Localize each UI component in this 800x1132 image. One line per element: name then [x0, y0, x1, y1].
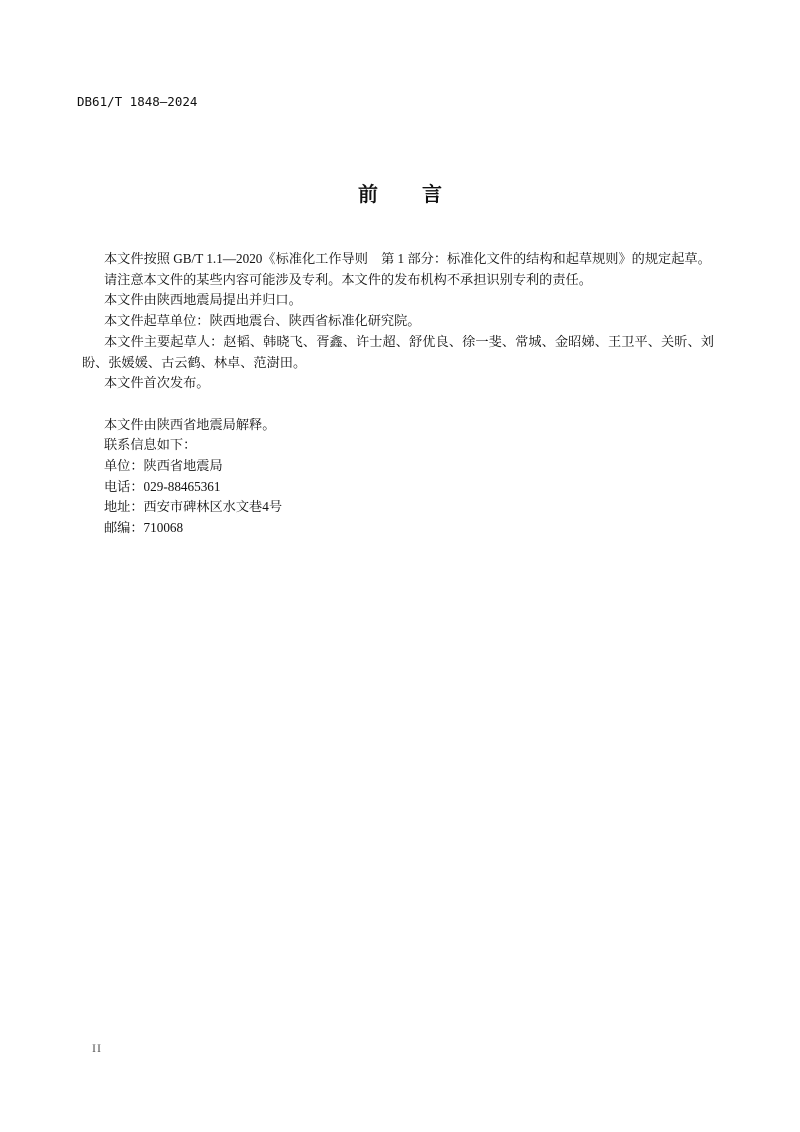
contact-intro: 联系信息如下：: [104, 437, 197, 453]
page-title: [0, 178, 800, 207]
paragraph-first-release: 本文件首次发布。: [104, 375, 210, 391]
paragraph-drafting-rules: 本文件按照 GB/T 1.1—2020《标准化工作导则 第 1 部分：标准化文件的结构和起草规则》的规定起草。: [104, 251, 711, 266]
contact-address: 地址：西安市碑林区水文巷4号: [104, 499, 283, 515]
paragraph-patent-notice: 请注意本文件的某些内容可能涉及专利。本文件的发布机构不承担识别专利的责任。: [104, 271, 592, 287]
page-number: II: [92, 1041, 102, 1055]
paragraph-proposer: 本文件由陕西地震局提出并归口。: [104, 292, 302, 308]
paragraph-drafting-units: 本文件起草单位：陕西地震台、陕西省标准化研究院。: [104, 313, 421, 329]
foreword-body: [82, 249, 714, 539]
contact-unit: 单位：陕西省地震局: [104, 458, 223, 474]
contact-interpretation: 本文件由陕西省地震局解释。: [104, 416, 276, 432]
contact-phone: 电话：029-88465361: [104, 478, 221, 494]
title-char-1: 前: [358, 182, 378, 206]
spacer: [82, 394, 714, 415]
paragraph-drafters: 本文件主要起草人：赵韬、韩晓飞、胥鑫、许士超、舒优良、徐一斐、常城、金昭娣、王卫平、关昕、刘盼、张媛媛、古云鹤、林卓、范澍田。: [82, 333, 714, 370]
title-char-2: 言: [422, 182, 442, 206]
contact-postcode: 邮编：710068: [104, 520, 184, 536]
standard-code: DB61/T 1848—2024: [77, 94, 198, 109]
